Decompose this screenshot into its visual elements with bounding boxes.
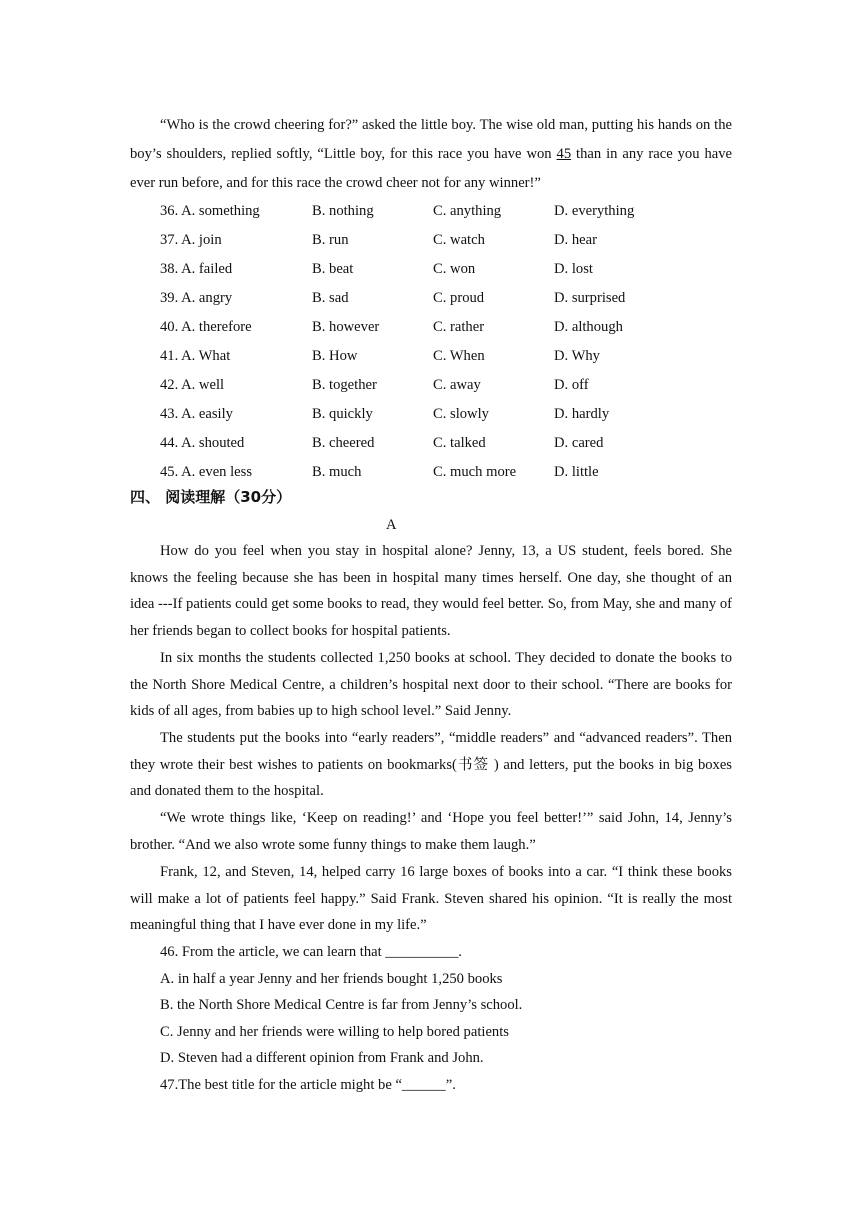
option-c: C. proud [433,290,485,306]
option-c: C. When [433,348,485,364]
option-d: D. surprised [554,290,626,306]
option-a: 44. A. shouted [160,435,245,451]
option-row-45 [160,458,720,487]
option-d: D. everything [554,203,635,219]
question-46-option-d: D. Steven had a different opinion from Frank and John. [160,1050,484,1066]
option-a: 43. A. easily [160,406,233,422]
option-row-41 [160,342,720,371]
option-d: D. little [554,464,599,480]
option-b: B. however [312,319,380,335]
option-d: D. hear [554,232,597,248]
option-b: B. run [312,232,349,248]
option-d: D. cared [554,435,604,451]
option-d: D. although [554,319,623,335]
passage-paragraph-4: “We wrote things like, ‘Keep on reading!’ and ‘Hope you feel better!’” said John, 14, Jenny’s brother. “And we also wrote some funny things to make them laugh.” [130,810,732,853]
option-row-40 [160,313,720,342]
passage-paragraph-2: In six months the students collected 1,250 books at school. They decided to donate the books to the North Shore Medical Centre, a children’s hospital next door to their school. “There are books for kids of all ages, from babies up to high school level.” Said Jenny. [130,650,732,720]
option-b: B. nothing [312,203,374,219]
passage-paragraph-5: Frank, 12, and Steven, 14, helped carry 16 large boxes of books into a car. “I think these books will make a lot of patients feel happy.” Said Frank. Steven shared his opinion. “It is really the most meaningful thing that I have ever done in my life.” [130,864,732,934]
option-a: 41. A. What [160,348,231,364]
option-c: C. away [433,377,481,393]
passage-paragraph-3: The students put the books into “early readers”, “middle readers” and “advanced readers”. Then they wrote their best wishes to patients on bookmarks(书签 ) and letters, put the books in big boxes and donated them to the hospital. [130,730,732,800]
option-row-38 [160,255,720,284]
intro-text-part2: than in any race you have ever run before, and for this race the crowd cheer not for any winner!” [130,145,732,191]
option-a: 39. A. angry [160,290,233,306]
question-46: 46. From the article, we can learn that __________. [160,944,462,960]
option-a: 45. A. even less [160,464,253,480]
option-c: C. rather [433,319,485,335]
intro-text-part1: “Who is the crowd cheering for?” asked the little boy. The wise old man, putting his hands on the boy’s shoulders, replied softly, “Little boy, for this race you have won [130,117,732,162]
option-b: B. cheered [312,435,375,451]
option-b: B. beat [312,261,354,277]
option-c: C. talked [433,435,486,451]
option-d: D. off [554,377,589,393]
option-c: C. watch [433,232,485,248]
option-d: D. hardly [554,406,610,422]
option-row-43 [160,400,720,429]
question-47: 47.The best title for the article might be “______”. [160,1077,456,1093]
option-row-39 [160,284,720,313]
option-c: C. slowly [433,406,489,422]
option-row-42 [160,371,720,400]
question-46-option-a: A. in half a year Jenny and her friends bought 1,250 books [160,971,503,987]
option-b: B. How [312,348,358,364]
passage-label: A [386,517,397,533]
option-c: C. won [433,261,476,277]
option-a: 40. A. therefore [160,319,252,335]
option-a: 36. A. something [160,203,260,219]
intro-paragraph [130,111,732,197]
option-a: 42. A. well [160,377,225,393]
options-list [160,197,720,487]
option-b: B. much [312,464,362,480]
section-heading: 四、 阅读理解（30分） [130,488,292,506]
option-a: 38. A. failed [160,261,233,277]
option-b: B. sad [312,290,349,306]
blank-45: 45 [556,145,572,162]
option-row-36 [160,197,720,226]
question-46-option-c: C. Jenny and her friends were willing to help bored patients [160,1024,509,1040]
option-d: D. Why [554,348,600,364]
option-row-44 [160,429,720,458]
option-c: C. anything [433,203,502,219]
option-c: C. much more [433,464,517,480]
question-46-option-b: B. the North Shore Medical Centre is far from Jenny’s school. [160,997,523,1013]
option-b: B. together [312,377,377,393]
option-b: B. quickly [312,406,373,422]
option-a: 37. A. join [160,232,222,248]
option-d: D. lost [554,261,593,277]
passage-paragraph-1: How do you feel when you stay in hospital alone? Jenny, 13, a US student, feels bored. She knows the feeling because she has been in hospital many times herself. One day, she thought of an idea ---If patients could get some books to read, they would feel better. So, from May, she and many of her friends began to collect books for hospital patients. [130,543,732,640]
option-row-37 [160,226,720,255]
